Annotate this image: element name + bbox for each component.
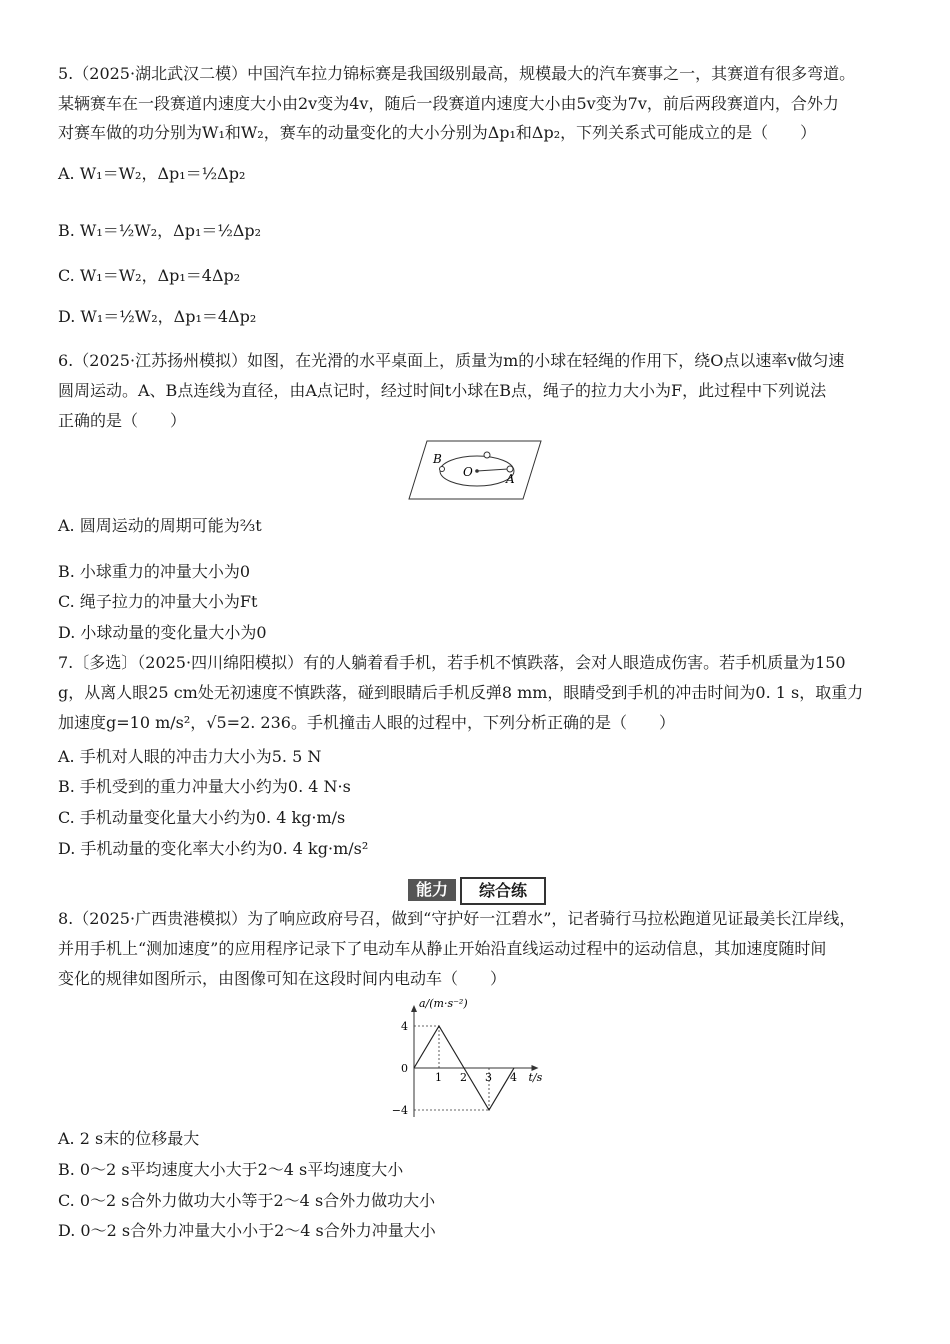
q7-line1: 7.〔多选〕（2025·四川绵阳模拟）有的人躺着看手机，若手机不慎跌落，会对人眼造成伤害。若手机质量为150: [58, 653, 846, 672]
q7-option-c: C. 手机动量变化量大小约为0. 4 kg·m/s: [58, 808, 346, 827]
y-tick-label-1: 0: [401, 1062, 408, 1075]
q8-option-d: D. 0～2 s合外力冲量大小小于2～4 s合外力冲量大小: [58, 1221, 436, 1240]
y-axis-label: a/(m·s⁻²): [419, 997, 468, 1010]
q8-line1: 8.（2025·广西贵港模拟）为了响应政府号召，做到“守护好一江碧水”，记者骑行马拉松跑道见证最美长江岸线，: [58, 909, 856, 928]
q5-option-c: C. W₁＝W₂，Δp₁＝4Δp₂: [58, 266, 241, 285]
y-tick-label-0: 4: [401, 1020, 408, 1033]
top-marker: [484, 452, 490, 458]
q6-option-c: C. 绳子拉力的冲量大小为Ft: [58, 592, 258, 611]
q6-option-d: D. 小球动量的变化量大小为0: [58, 623, 267, 642]
q6-line2: 圆周运动。A、B点连线为直径，由A点记时，经过时间t小球在B点，绳子的拉力大小为F，此过程中下列说法: [58, 381, 827, 400]
q7-option-d: D. 手机动量的变化率大小约为0. 4 kg·m/s²: [58, 839, 369, 858]
q8-line2: 并用手机上“测加速度”的应用程序记录下了电动车从静止开始沿直线运动过程中的运动信息，其加速度随时间: [58, 939, 827, 958]
label-b: B: [433, 452, 442, 466]
label-o: O: [463, 465, 473, 479]
x-tick-label-2: 2: [460, 1071, 467, 1084]
q8-option-a: A. 2 s末的位移最大: [58, 1129, 200, 1148]
q5-line3: 对赛车做的功分别为W₁和W₂，赛车的动量变化的大小分别为Δp₁和Δp₂，下列关系式可能成立的是（ ）: [58, 123, 817, 142]
x-axis-label: t/s: [528, 1071, 543, 1084]
q5-option-d: D. W₁＝½W₂，Δp₁＝4Δp₂: [58, 307, 257, 326]
x-tick-label-4: 4: [510, 1071, 517, 1084]
q6-option-b: B. 小球重力的冲量大小为0: [58, 562, 251, 581]
q5-line1: 5.（2025·湖北武汉二模）中国汽车拉力锦标赛是我国级别最高，规模最大的汽车赛事之一，其赛道有很多弯道。: [58, 64, 856, 83]
y-axis-arrow: [411, 1005, 417, 1012]
q5-option-b: B. W₁＝½W₂，Δp₁＝½Δp₂: [58, 221, 262, 240]
q6-option-a: A. 圆周运动的周期可能为⅔t: [58, 516, 262, 535]
banner-right: 综合练: [460, 877, 546, 905]
q7-option-b: B. 手机受到的重力冲量大小约为0. 4 N·s: [58, 777, 351, 796]
q7-line3: 加速度g=10 m/s²，√5=2. 236。手机撞击人眼的过程中，下列分析正确的是（ ）: [58, 713, 675, 732]
q6-circle-figure: [405, 438, 545, 502]
q7-line2: g，从离人眼25 cm处无初速度不慎跌落，碰到眼睛后手机反弹8 mm，眼睛受到手机的冲击时间为0. 1 s，取重力: [58, 683, 864, 702]
q8-option-b: B. 0～2 s平均速度大小大于2～4 s平均速度大小: [58, 1160, 404, 1179]
y-tick-label-2: −4: [391, 1104, 408, 1117]
banner-left: 能力: [408, 879, 456, 901]
x-tick-label-1: 1: [435, 1071, 442, 1084]
acceleration-time-chart: [388, 995, 568, 1117]
q5-line2: 某辆赛车在一段赛道内速度大小由2v变为4v，随后一段赛道内速度大小由5v变为7v，前后两段赛道内，合外力: [58, 94, 839, 113]
center-point: [475, 469, 479, 473]
label-a: A: [506, 472, 515, 486]
q7-option-a: A. 手机对人眼的冲击力大小为5. 5 N: [58, 747, 322, 766]
rope: [477, 469, 508, 471]
table-surface: [409, 441, 541, 499]
x-tick-label-3: 3: [485, 1071, 492, 1084]
q5-option-a: A. W₁＝W₂，Δp₁＝½Δp₂: [58, 164, 246, 183]
point-b-marker: [440, 467, 445, 472]
q6-line1: 6.（2025·江苏扬州模拟）如图，在光滑的水平桌面上，质量为m的小球在轻绳的作用下，绕O点以速率v做匀速: [58, 351, 845, 370]
q8-option-c: C. 0～2 s合外力做功大小等于2～4 s合外力做功大小: [58, 1191, 436, 1210]
q6-line3: 正确的是（ ）: [58, 411, 187, 430]
q8-line3: 变化的规律如图所示，由图像可知在这段时间内电动车（ ）: [58, 969, 507, 988]
